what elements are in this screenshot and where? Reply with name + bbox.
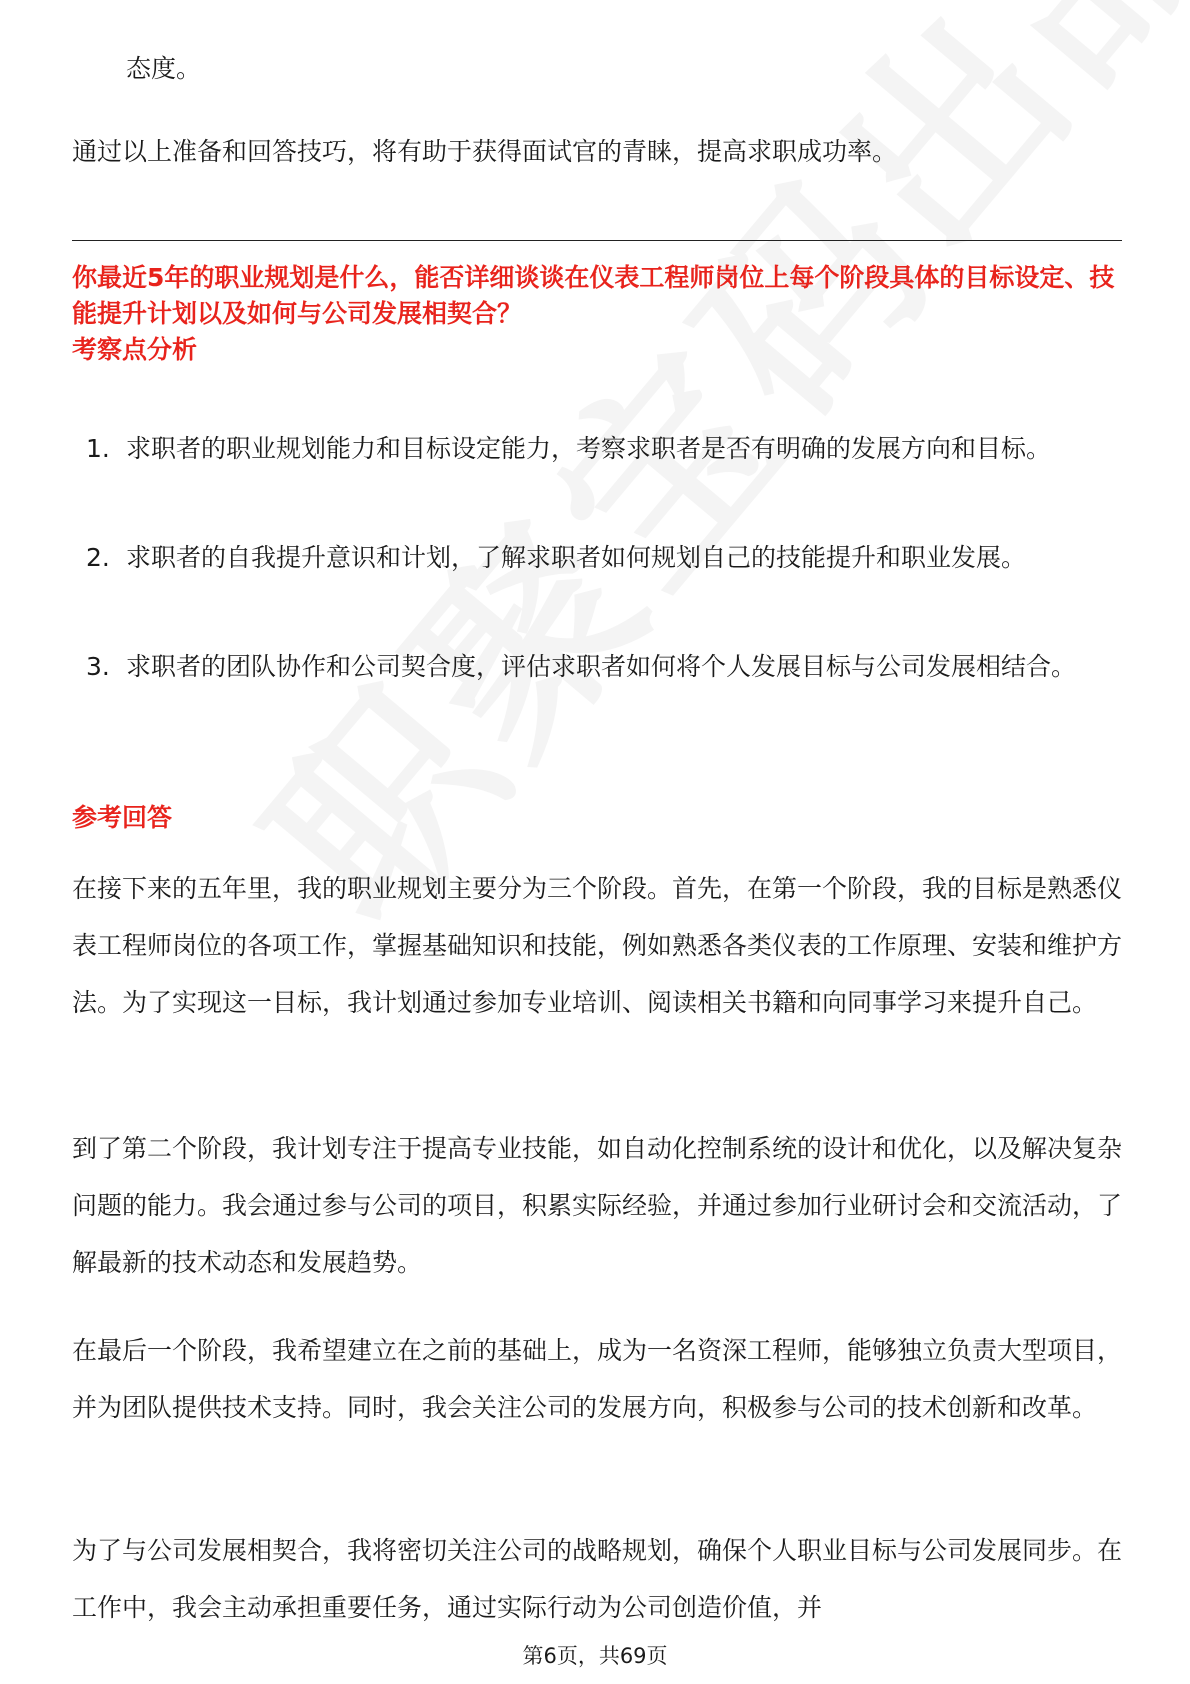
analysis-heading: 考察点分析 bbox=[72, 335, 198, 364]
answer-paragraph-1: 在接下来的五年里，我的职业规划主要分为三个阶段。首先，在第一个阶段，我的目标是熟悉仪表工程师岗位的各项工作，掌握基础知识和技能，例如熟悉各类仪表的工作原理、安装和维护方法。为了实现这一目标，我计划通过参加专业培训、阅读相关书籍和向同事学习来提升自己。 bbox=[72, 874, 1123, 1017]
list-item-number: 2. bbox=[86, 543, 110, 572]
list-item bbox=[72, 420, 1122, 529]
answer-paragraph-4: 为了与公司发展相契合，我将密切关注公司的战略规划，确保个人职业目标与公司发展同步。在工作中，我会主动承担重要任务，通过实际行动为公司创造价值，并 bbox=[72, 1536, 1123, 1622]
section-divider bbox=[72, 240, 1122, 241]
analysis-list bbox=[72, 420, 1122, 747]
list-item-text: 求职者的职业规划能力和目标设定能力，考察求职者是否有明确的发展方向和目标。 bbox=[126, 434, 1052, 463]
list-item-text: 求职者的团队协作和公司契合度，评估求职者如何将个人发展目标与公司发展相结合。 bbox=[126, 652, 1077, 681]
list-item-number: 3. bbox=[86, 652, 110, 681]
answer-heading: 参考回答 bbox=[72, 803, 173, 832]
list-item-number: 1. bbox=[86, 434, 110, 463]
continuation-text: 态度。 bbox=[126, 54, 202, 83]
answer-paragraph-2: 到了第二个阶段，我计划专注于提高专业技能，如自动化控制系统的设计和优化，以及解决复杂问题的能力。我会通过参与公司的项目，积累实际经验，并通过参加行业研讨会和交流活动，了解最新的技术动态和发展趋势。 bbox=[72, 1134, 1123, 1277]
list-item-text: 求职者的自我提升意识和计划，了解求职者如何规划自己的技能提升和职业发展。 bbox=[126, 543, 1027, 572]
answer-paragraph-3: 在最后一个阶段，我希望建立在之前的基础上，成为一名资深工程师，能够独立负责大型项目，并为团队提供技术支持。同时，我会关注公司的发展方向，积极参与公司的技术创新和改革。 bbox=[72, 1336, 1123, 1422]
question-heading: 你最近5年的职业规划是什么，能否详细谈谈在仪表工程师岗位上每个阶段具体的目标设定、技能提升计划以及如何与公司发展相契合？ bbox=[72, 263, 1115, 328]
list-item bbox=[72, 638, 1122, 747]
list-item bbox=[72, 529, 1122, 638]
page-number-footer: 第6页，共69页 bbox=[522, 1644, 668, 1668]
intro-closing-paragraph: 通过以上准备和回答技巧，将有助于获得面试官的青睐，提高求职成功率。 bbox=[72, 137, 898, 166]
